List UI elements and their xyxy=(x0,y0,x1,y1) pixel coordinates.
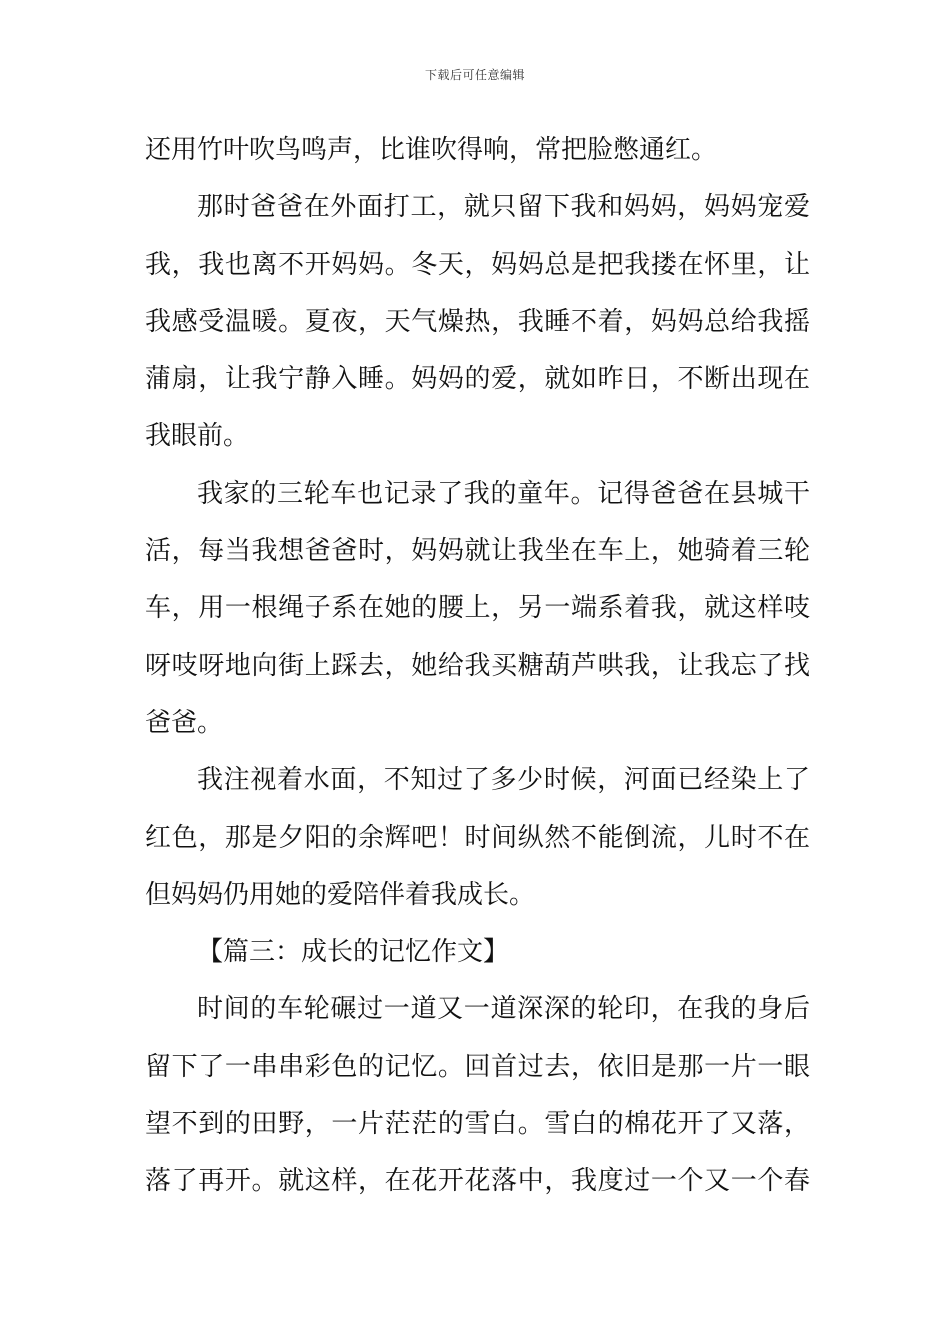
text-line: 爸爸。 xyxy=(145,707,224,738)
text-line: 活，每当我想爸爸时，妈妈就让我坐在车上，她骑着三轮 xyxy=(145,536,810,567)
text-line: 我感受温暖。夏夜，天气燥热，我睡不着，妈妈总给我摇 xyxy=(145,306,810,337)
text-line: 呀吱呀地向街上踩去，她给我买糖葫芦哄我，让我忘了找 xyxy=(145,650,810,681)
text-line: 我，我也离不开妈妈。冬天，妈妈总是把我搂在怀里，让 xyxy=(145,249,810,280)
text-line: 红色，那是夕阳的余辉吧！时间纵然不能倒流，儿时不在 xyxy=(145,822,810,853)
section-heading: 【篇三：成长的记忆作文】 xyxy=(197,937,510,968)
text-line: 我家的三轮车也记录了我的童年。记得爸爸在县城干 xyxy=(197,478,810,509)
text-line: 时间的车轮碾过一道又一道深深的轮印，在我的身后 xyxy=(197,994,810,1025)
text-line: 望不到的田野，一片茫茫的雪白。雪白的棉花开了又落， xyxy=(145,1109,810,1140)
document-body xyxy=(145,122,810,1211)
text-line: 我眼前。 xyxy=(145,421,250,452)
text-line: 车，用一根绳子系在她的腰上，另一端系着我，就这样吱 xyxy=(145,593,810,624)
text-line: 但妈妈仍用她的爱陪伴着我成长。 xyxy=(145,879,536,910)
text-line: 我注视着水面，不知过了多少时候，河面已经染上了 xyxy=(197,765,810,796)
page-header: 下载后可任意编辑 xyxy=(424,68,525,82)
text-line: 留下了一串串彩色的记忆。回首过去，依旧是那一片一眼 xyxy=(145,1051,810,1082)
text-line: 落了再开。就这样，在花开花落中，我度过一个又一个春 xyxy=(145,1166,810,1197)
text-line: 那时爸爸在外面打工，就只留下我和妈妈，妈妈宠爱 xyxy=(197,192,810,223)
text-line: 蒲扇，让我宁静入睡。妈妈的爱，就如昨日，不断出现在 xyxy=(145,364,810,395)
text-line: 还用竹叶吹鸟鸣声，比谁吹得响，常把脸憋通红。 xyxy=(145,135,718,165)
